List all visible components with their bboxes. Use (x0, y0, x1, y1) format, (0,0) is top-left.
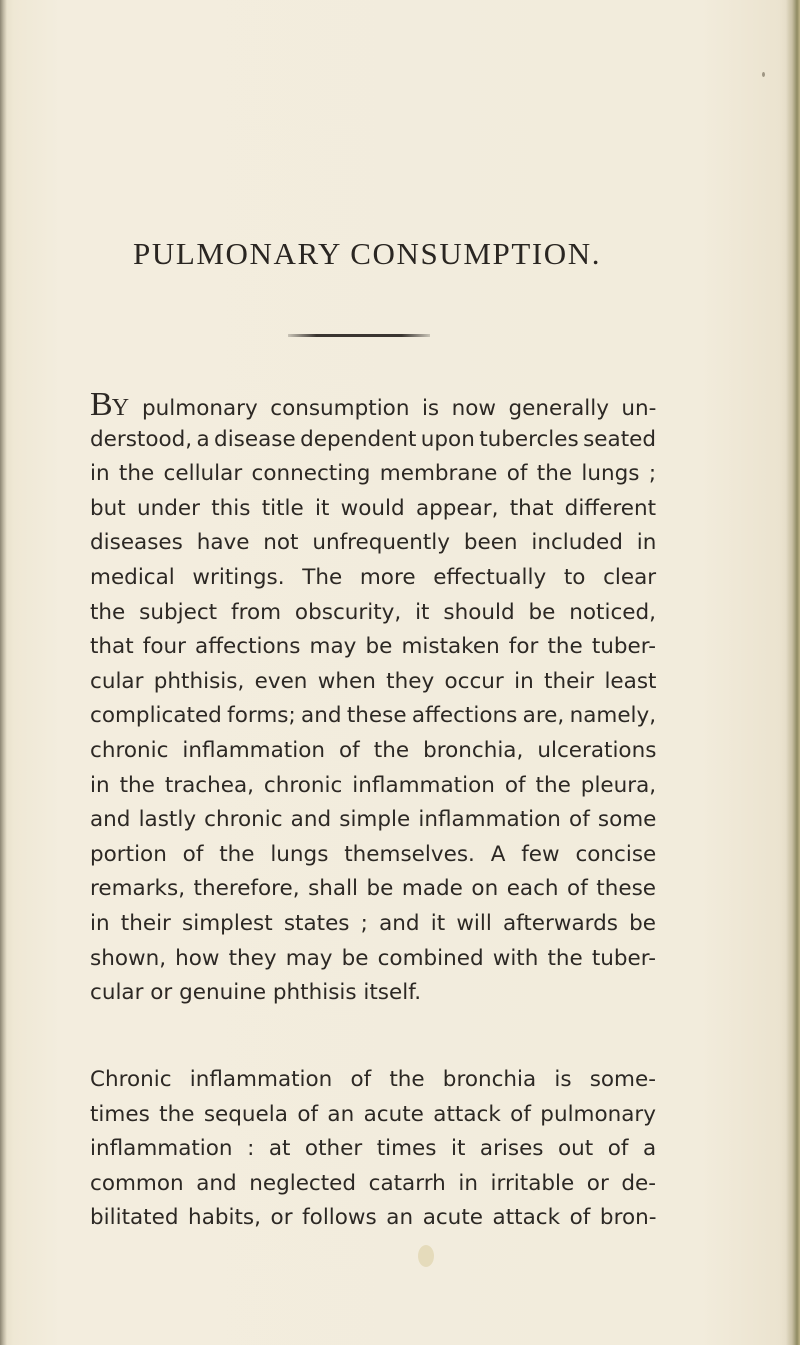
paragraph-1-line: that four affections may be mistaken for the tuber- (90, 634, 656, 660)
paragraph-1-line: portion of the lungs themselves. A few concise (90, 841, 657, 867)
paragraph-2-line: bilitated habits, or follows an acute attack of bron- (90, 1205, 657, 1231)
paper-speck (762, 72, 765, 77)
paragraph-1-line: chronic inflammation of the bronchia, ulcerations (90, 737, 657, 763)
paragraph-2-line: times the sequela of an acute attack of pulmonary (90, 1101, 656, 1127)
page-right-edge (786, 0, 800, 1345)
paragraph-2-line: common and neglected catarrh in irritable or de- (90, 1170, 656, 1196)
paragraph-2-line: inflammation : at other times it arises out of a (90, 1136, 657, 1162)
paper-stain (418, 1245, 434, 1267)
paragraph-1-line: the subject from obscurity, it should be noticed, (90, 599, 656, 625)
paragraph-1-line: diseases have not unfrequently been included in (90, 530, 657, 556)
paragraph-1-line: medical writings. The more effectually to clear (90, 564, 657, 590)
paragraph-1-line: in the trachea, chronic inflammation of the pleura, (90, 772, 657, 798)
paragraph-2 (90, 1063, 656, 1236)
drop-cap: B (90, 386, 112, 423)
paragraph-1-line-1 (90, 388, 656, 423)
page-left-edge (0, 0, 7, 1345)
paragraph-1 (90, 388, 656, 1011)
first-word-rest: Y (111, 395, 130, 421)
paragraph-1-line: but under this title it would appear, that different (90, 495, 656, 521)
paragraph-1-line: and lastly chronic and simple inflammation of some (90, 807, 657, 833)
paragraph-1-line: derstood, a disease dependent upon tubercles seated (90, 426, 656, 452)
paragraph-1-last-line: cular or genuine phthisis itself. (90, 980, 422, 1006)
title-rule (288, 334, 430, 337)
paragraph-1-line: in the cellular connecting membrane of the lungs ; (90, 461, 657, 487)
paragraph-1-line: shown, how they may be combined with the tuber- (90, 945, 656, 971)
line-text: pulmonary consumption is now generally un- (129, 396, 657, 421)
paragraph-1-line: complicated forms; and these affections are, namely, (90, 703, 657, 729)
paragraph-1-line: remarks, therefore, shall be made on each of these (90, 876, 656, 902)
paragraph-1-line: in their simplest states ; and it will afterwards be (90, 910, 656, 936)
chapter-title: PULMONARY CONSUMPTION. (133, 236, 602, 271)
paragraph-1-line: cular phthisis, even when they occur in their least (90, 668, 657, 694)
paragraph-2-line: Chronic inflammation of the bronchia is some- (90, 1067, 656, 1092)
